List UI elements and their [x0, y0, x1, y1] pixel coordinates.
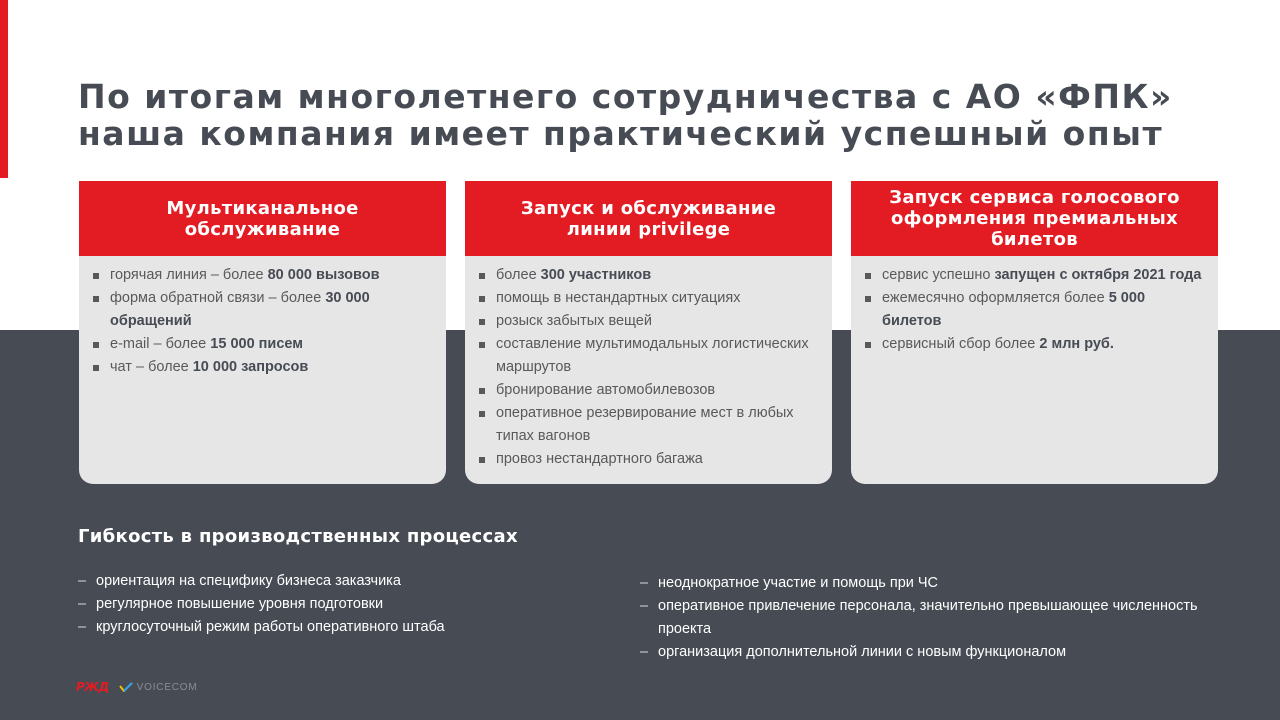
item-text: горячая линия – более: [110, 267, 268, 283]
card-list-item: [93, 333, 436, 356]
bullet-square-icon: [479, 457, 485, 463]
item-text: бронирование автомобилевозов: [496, 382, 716, 398]
voicecom-logo-text: VOICECOM: [136, 681, 198, 693]
flexibility-list-left: [78, 570, 598, 639]
item-highlight: запущен с октября 2021 года: [994, 267, 1202, 283]
flexibility-item: [78, 570, 598, 593]
page-title-line-1: По итогам многолетнего сотрудничества с АО «ФПК»: [78, 77, 1173, 116]
rzd-logo: РЖД: [76, 680, 109, 694]
card-privilege-line: [465, 181, 832, 484]
card-title-line: Запуск сервиса голосового: [889, 187, 1180, 208]
item-text: e-mail – более: [110, 336, 211, 352]
flexibility-item: [640, 641, 1200, 664]
flexibility-item-text: круглосуточный режим работы оперативного штаба: [96, 619, 445, 635]
card-title-line: Запуск и обслуживание: [520, 197, 777, 219]
flexibility-heading: Гибкость в производственных процессах: [78, 526, 518, 547]
flexibility-item: [640, 595, 1200, 641]
bullet-square-icon: [865, 342, 871, 348]
item-highlight: 300 участников: [540, 267, 652, 283]
card-title-line: Мультиканальное: [166, 197, 359, 219]
flexibility-item-text: ориентация на специфику бизнеса заказчика: [96, 573, 401, 589]
bullet-square-icon: [479, 273, 485, 279]
dash-bullet: –: [640, 575, 649, 591]
item-highlight: 15 000 писем: [210, 336, 303, 352]
item-highlight: 2 млн руб.: [1039, 336, 1114, 352]
voicecom-check-icon: [119, 682, 133, 692]
card-list-item: [865, 287, 1208, 333]
page-title-line-2: наша компания имеет практический успешный опыт: [78, 114, 1164, 153]
dash-bullet: –: [640, 644, 649, 660]
bullet-square-icon: [93, 342, 99, 348]
card-bullet-list: [79, 256, 446, 379]
item-text: оперативное резервирование мест в любых типах вагонов: [496, 405, 794, 444]
bullet-square-icon: [93, 296, 99, 302]
bullet-square-icon: [479, 411, 485, 417]
card-bullet-list: [851, 256, 1218, 356]
card-multichannel: [79, 181, 446, 484]
item-text: ежемесячно оформляется более: [882, 290, 1109, 306]
item-highlight: 5 000 билетов: [882, 290, 1146, 329]
bullet-square-icon: [865, 296, 871, 302]
flexibility-item: [640, 572, 1200, 595]
bullet-square-icon: [479, 388, 485, 394]
card-list-item: [479, 287, 822, 310]
red-accent-bar: [0, 0, 8, 178]
card-voice-tickets: [851, 181, 1218, 484]
card-title-line: оформления премиальных: [891, 208, 1178, 229]
card-list-item: [479, 333, 822, 379]
flexibility-item-text: неоднократное участие и помощь при ЧС: [658, 575, 939, 591]
card-title-line: линии privilege: [566, 218, 731, 240]
flexibility-item-text: регулярное повышение уровня подготовки: [96, 596, 384, 612]
bullet-square-icon: [865, 273, 871, 279]
flexibility-list-right: [640, 572, 1200, 664]
card-title-line: обслуживание: [184, 218, 341, 240]
card-list-item: [479, 448, 822, 471]
card-list-item: [93, 264, 436, 287]
card-header: [465, 181, 832, 256]
item-text: сервисный сбор более: [882, 336, 1040, 352]
footer-logos: [76, 680, 198, 694]
item-text: составление мультимодальных логистических маршрутов: [496, 336, 809, 375]
voicecom-logo: [119, 682, 198, 693]
flexibility-item: [78, 616, 598, 639]
dash-bullet: –: [78, 619, 87, 635]
dash-bullet: –: [640, 598, 649, 614]
item-text: провоз нестандартного багажа: [496, 451, 703, 467]
card-list-item: [479, 379, 822, 402]
card-list-item: [93, 287, 436, 333]
item-text: чат – более: [110, 359, 193, 375]
item-text: розыск забытых вещей: [496, 313, 652, 329]
item-highlight: 80 000 вызовов: [267, 267, 380, 283]
card-list-item: [479, 264, 822, 287]
card-list-item: [865, 264, 1208, 287]
flexibility-item-text: организация дополнительной линии с новым функционалом: [658, 644, 1067, 660]
card-list-item: [479, 310, 822, 333]
bullet-square-icon: [479, 342, 485, 348]
card-title-line: билетов: [991, 229, 1078, 250]
dash-bullet: –: [78, 596, 87, 612]
card-list-item: [93, 356, 436, 379]
bullet-square-icon: [93, 273, 99, 279]
item-text: более: [496, 267, 541, 283]
page-title: [78, 78, 1228, 152]
flexibility-item: [78, 593, 598, 616]
item-highlight: 10 000 запросов: [192, 359, 309, 375]
card-header: [851, 181, 1218, 256]
card-header: [79, 181, 446, 256]
item-highlight: 30 000 обращений: [110, 290, 370, 329]
bullet-square-icon: [479, 319, 485, 325]
flexibility-item-text: оперативное привлечение персонала, значительно превышающее численность проекта: [658, 598, 1198, 637]
card-list-item: [479, 402, 822, 448]
card-bullet-list: [465, 256, 832, 471]
bullet-square-icon: [93, 365, 99, 371]
bullet-square-icon: [479, 296, 485, 302]
item-text: сервис успешно: [882, 267, 995, 283]
dash-bullet: –: [78, 573, 87, 589]
card-list-item: [865, 333, 1208, 356]
item-text: помощь в нестандартных ситуациях: [496, 290, 741, 306]
item-text: форма обратной связи – более: [110, 290, 326, 306]
